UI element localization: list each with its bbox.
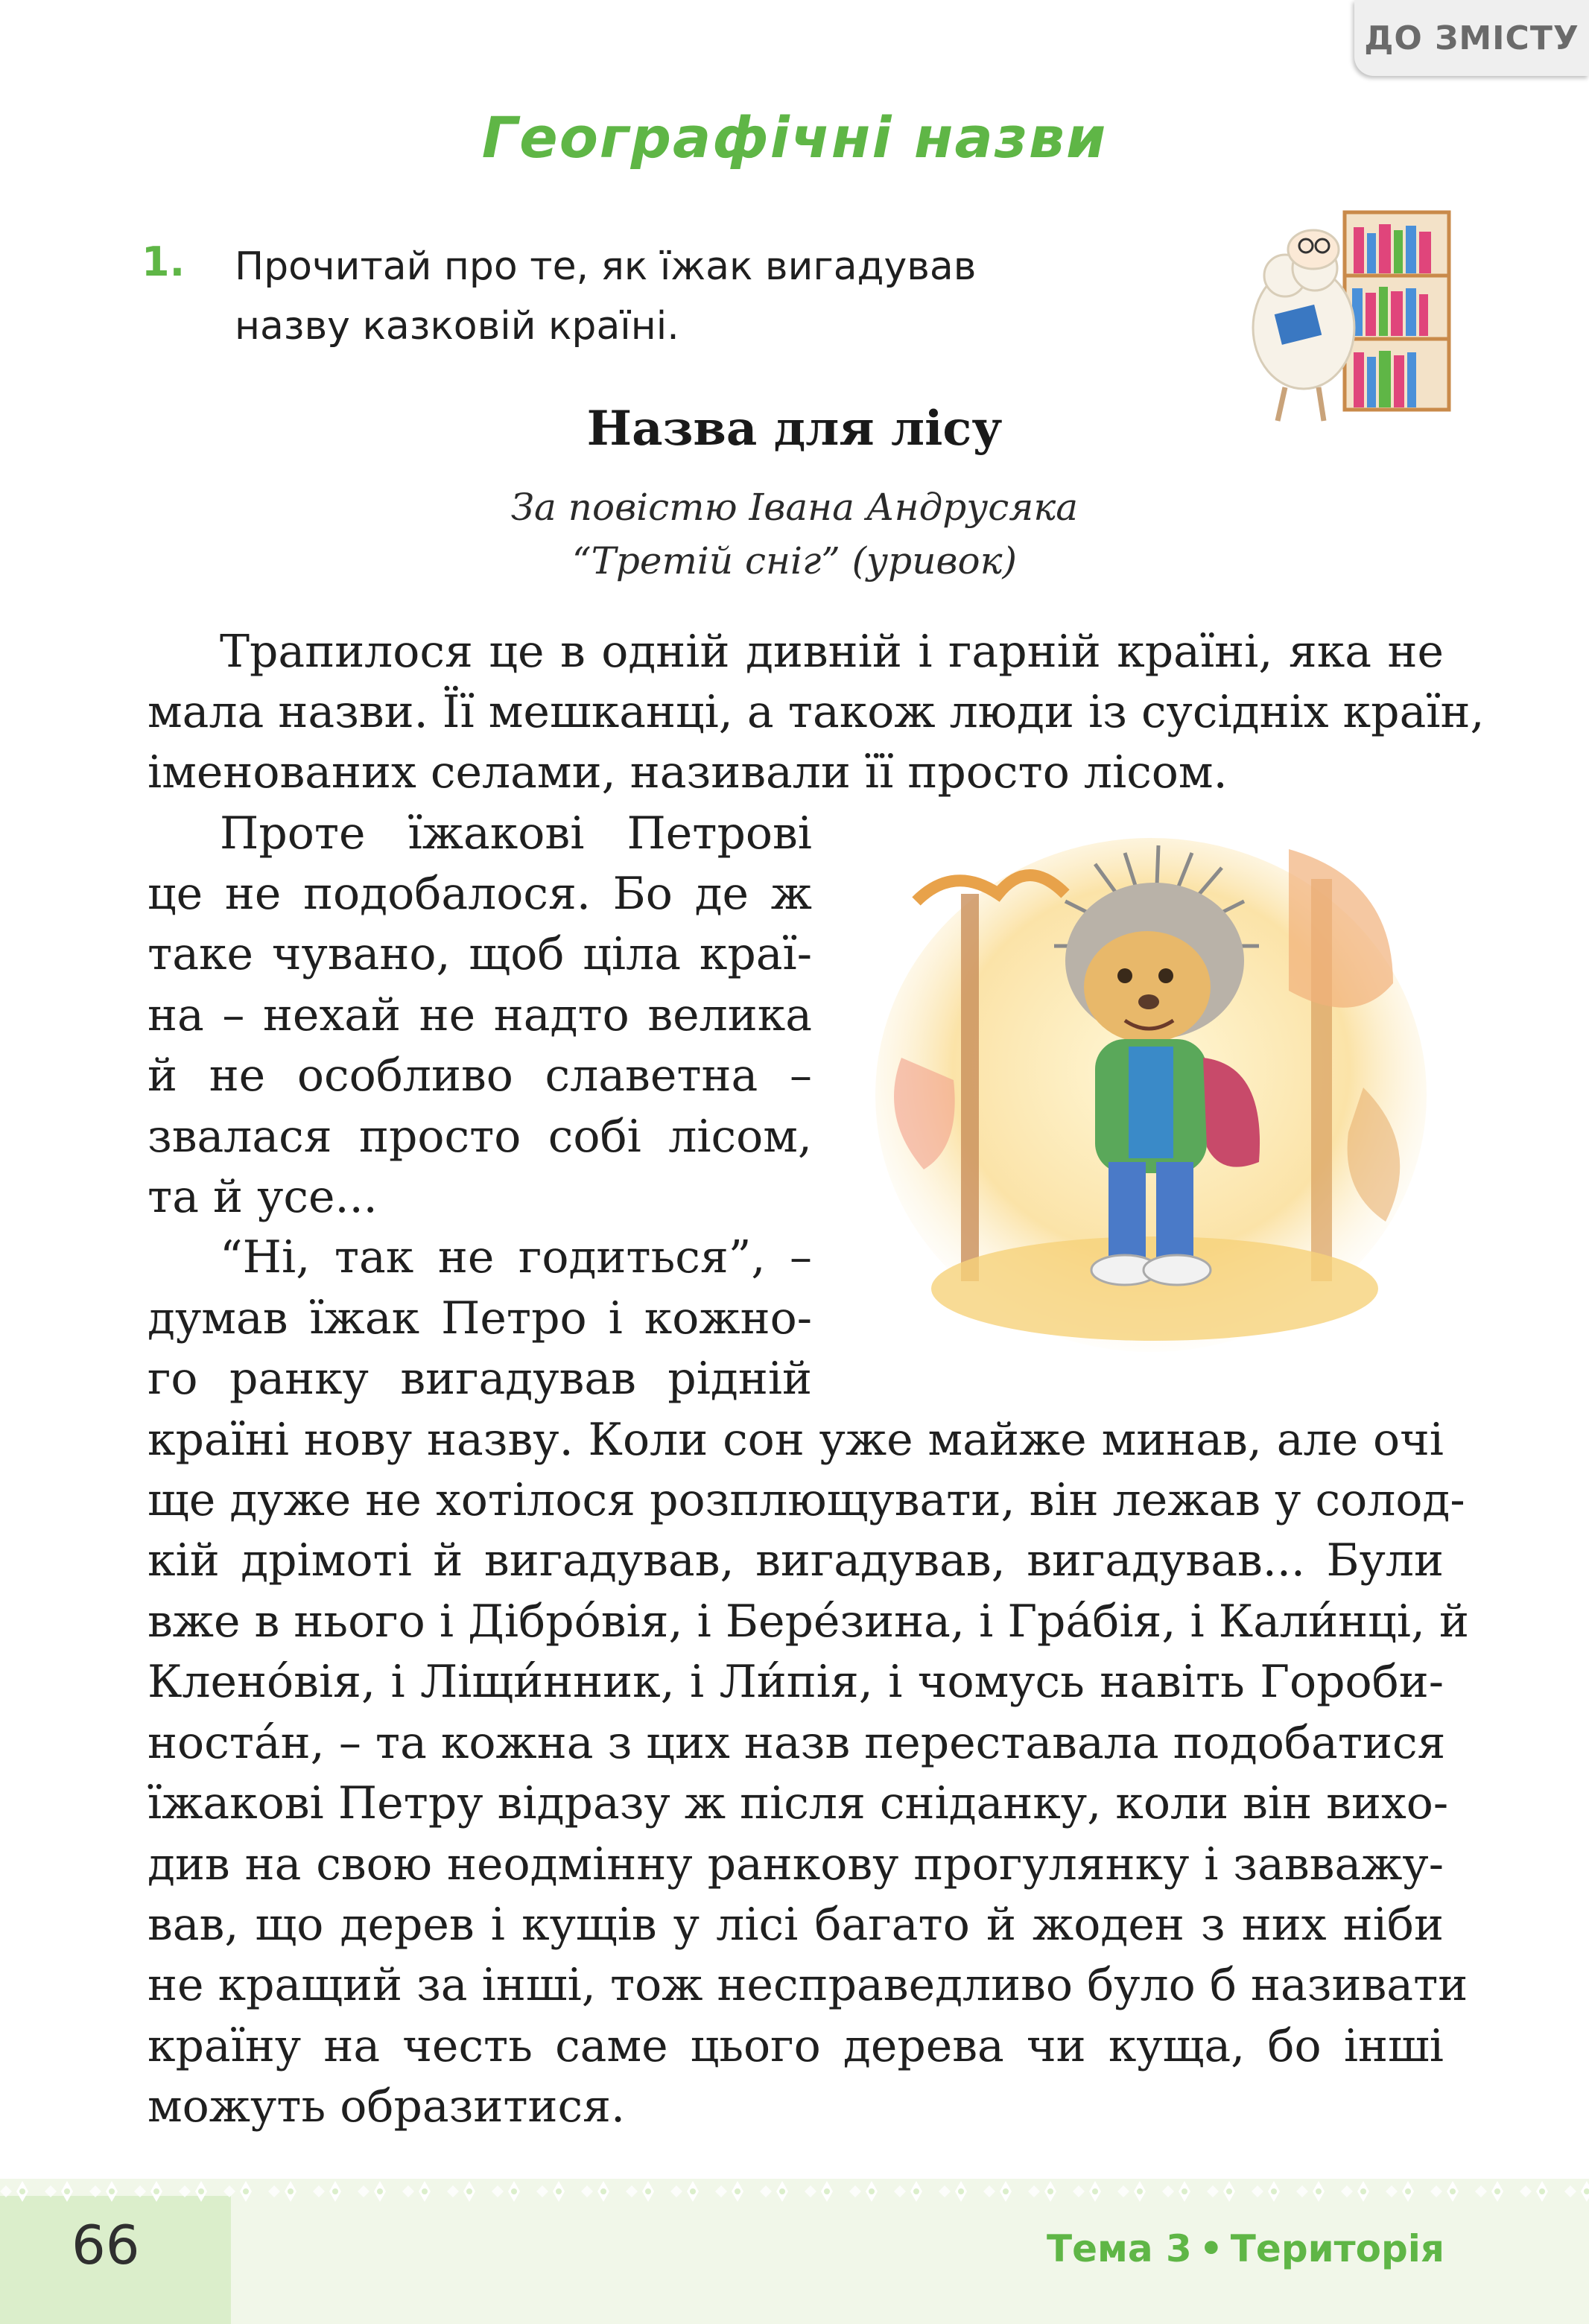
ornament-border-icon (0, 2175, 1589, 2212)
paragraph-line: їжакові Петру відразу ж після сніданку, коли він вихо- (148, 1777, 1449, 1829)
paragraph-line: можуть образитися. (148, 2080, 626, 2133)
reading-sheep-icon (1233, 205, 1456, 428)
task-1 (142, 237, 1214, 356)
task-number: 1. (142, 238, 185, 285)
toc-link-button[interactable]: ДО ЗМІСТУ (1354, 0, 1589, 76)
paragraph-line: це не подобалося. Бо де ж (148, 868, 812, 920)
task-text (235, 237, 1214, 356)
paragraph-line: таке чувано, щоб ціла краї- (148, 928, 812, 980)
paragraph-line: та й усе... (148, 1171, 378, 1223)
paragraph-line: кій дрімоті й вигадував, вигадував, вигадував... Були (148, 1534, 1444, 1587)
paragraph-line: на – нехай не надто велика (148, 989, 812, 1041)
paragraph-line: країну на честь саме цього дерева чи куща, бо інші (148, 2020, 1444, 2072)
byline-line: “Третій сніг” (уривок) (572, 539, 1017, 582)
paragraph-line: го ранку вигадував рідній (148, 1353, 812, 1405)
paragraph-line: Клено́вія, і Ліщи́нник, і Ли́пія, і чомусь навіть Гороби- (148, 1656, 1444, 1708)
paragraph-line: іменованих селами, називали її просто лісом. (148, 746, 1228, 799)
task-text-line: Прочитай про те, як їжак вигадував (235, 244, 977, 289)
footer-separator: • (1199, 2227, 1223, 2270)
footer-topic-label: Тема 3 (1047, 2227, 1192, 2270)
page-title: Географічні назви (481, 104, 1108, 171)
task-text-line: назву казковій країні. (235, 304, 679, 349)
paragraph-line: “Ні, так не годиться”, – (220, 1231, 812, 1283)
paragraph-line: вав, що дерев і кущів у лісі багато й жоден з них ніби (148, 1899, 1444, 1951)
paragraph-line: не кращий за інші, тож несправедливо було б називати (148, 1959, 1468, 2011)
footer-topic (1047, 2227, 1444, 2270)
footer-section-label: Територія (1230, 2227, 1445, 2270)
paragraph-line: мала назви. Її мешканці, а також люди із сусідніх країн, (148, 686, 1485, 738)
paragraph-line: див на свою неодмінну ранкову прогулянку і завважу- (148, 1838, 1444, 1890)
page-number: 66 (72, 2214, 140, 2276)
byline-line: За повістю Івана Андрусяка (510, 486, 1079, 529)
paragraph-line: й не особливо славетна – (148, 1050, 812, 1102)
paragraph-line: країні нову назву. Коли сон уже майже минав, але очі (148, 1414, 1444, 1466)
hedgehog-forest-illustration (872, 834, 1430, 1356)
paragraph-line: думав їжак Петро і кожно- (148, 1292, 812, 1344)
paragraph-line: Трапилося це в одній дивній і гарній країні, яка не (220, 626, 1444, 678)
paragraph-line: звалася просто собі лісом, (148, 1111, 812, 1163)
paragraph-line: ще дуже не хотілося розплющувати, він лежав у солод- (148, 1474, 1465, 1526)
paragraph-line: вже в нього і Дібро́вія, і Бере́зина, і Гра́бія, і Кали́нці, й (148, 1596, 1470, 1648)
paragraph-line: Проте їжакові Петрові (220, 807, 812, 860)
paragraph-line: носта́н, – та кожна з цих назв переставала подобатися (148, 1717, 1446, 1769)
story-title: Назва для лісу (586, 401, 1003, 457)
story-byline (0, 480, 1589, 588)
